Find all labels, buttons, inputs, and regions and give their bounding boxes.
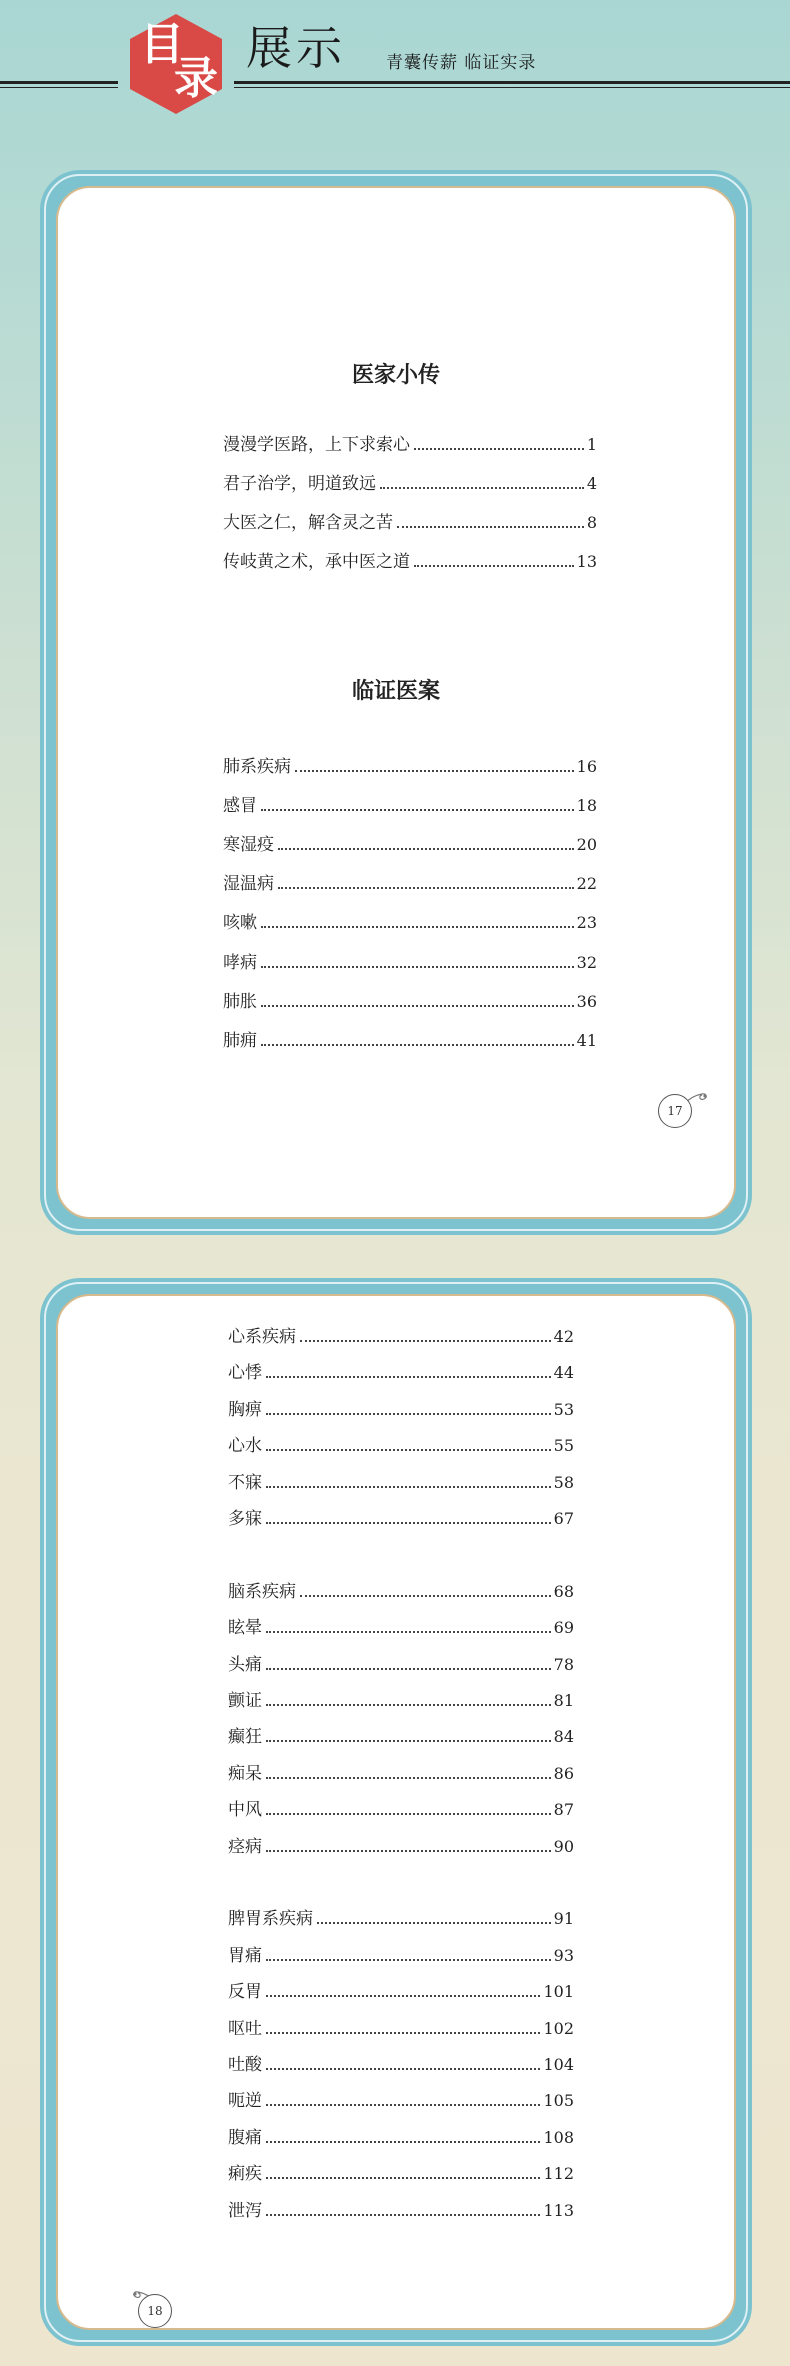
toc-entry-page: 105: [543, 2091, 574, 2111]
toc-entry-page: 93: [553, 1945, 574, 1965]
toc-entry-page: 36: [576, 991, 597, 1011]
dot-leader: [266, 2141, 540, 2143]
toc-entry: [223, 549, 597, 575]
toc-entry: [223, 471, 597, 497]
dot-leader: [278, 848, 574, 850]
toc-entry: [228, 2016, 574, 2042]
header-rule-left: [0, 81, 118, 84]
toc-entry-title: 胸痹: [228, 1399, 262, 1420]
toc-entry: [223, 432, 597, 458]
toc-entry-title: 痢疾: [228, 2164, 262, 2185]
dot-leader: [266, 1740, 551, 1742]
toc-entry-title: 湿温病: [223, 874, 274, 895]
toc-entry-page: 41: [576, 1030, 597, 1050]
dot-leader: [278, 887, 574, 889]
toc-entry: [223, 871, 597, 897]
toc-entry-page: 16: [576, 757, 597, 776]
toc-entry-page: 53: [553, 1399, 574, 1419]
toc-entry-page: 112: [543, 2164, 574, 2184]
header-rule-right-thin: [234, 87, 790, 88]
toc-entry: [228, 1506, 574, 1532]
dot-leader: [266, 1413, 551, 1415]
toc-entry-title: 颤证: [228, 1691, 262, 1711]
toc-entry-title: 痴呆: [228, 1763, 262, 1784]
toc-entry-page: 102: [543, 2018, 574, 2038]
dot-leader: [414, 565, 574, 567]
toc-entry-title: 痉病: [228, 1836, 262, 1857]
toc-entry-page: 22: [576, 874, 597, 894]
toc-entry-page: 78: [553, 1654, 574, 1674]
toc-entry: [228, 1761, 574, 1787]
toc-entry-page: 13: [576, 552, 597, 571]
toc-entry: [223, 1028, 597, 1054]
page-header: [0, 0, 790, 110]
toc-entry: [228, 1797, 574, 1823]
toc-entry-page: 84: [553, 1727, 574, 1747]
toc-entry: [228, 2125, 574, 2151]
toc-entry-title: 心悸: [228, 1363, 262, 1384]
toc-card-1-page: [56, 186, 736, 1219]
dot-leader: [261, 809, 574, 811]
badge-char-1: 目: [140, 19, 184, 70]
dot-leader: [266, 1959, 551, 1961]
toc-entry-title: 呕吐: [228, 2018, 262, 2039]
toc-entry-title: 多寐: [228, 1509, 262, 1529]
toc-entry: [228, 1688, 574, 1714]
toc-entry-title: 头痛: [228, 1654, 262, 1675]
section-title-biography: 医家小传: [351, 362, 440, 388]
toc-entry-title: 哮病: [223, 952, 257, 973]
toc-entry-page: 104: [543, 2055, 574, 2074]
toc-entry-title: 感冒: [223, 796, 257, 817]
toc-entry: [223, 989, 597, 1015]
toc-entry: [223, 754, 597, 780]
section-title-clinical-cases: 临证医案: [351, 678, 440, 704]
toc-entry-page: 4: [586, 474, 597, 493]
toc-entry-title: 腹痛: [228, 2127, 262, 2148]
dot-leader: [261, 1044, 574, 1046]
toc-entry-title: 心系疾病: [228, 1327, 296, 1347]
toc-entry-page: 81: [553, 1691, 574, 1710]
toc-entry-page: 1: [586, 435, 597, 454]
toc-entry-page: 69: [553, 1618, 574, 1638]
dot-leader: [295, 770, 574, 772]
toc-entry-title: 中风: [228, 1800, 262, 1821]
dot-leader: [300, 1340, 551, 1342]
dot-leader: [266, 2032, 540, 2034]
toc-entry: [228, 1943, 574, 1969]
dot-leader: [266, 1486, 551, 1488]
dot-leader: [266, 1376, 551, 1378]
toc-entry-title: 脑系疾病: [228, 1581, 296, 1602]
toc-entry-title: 寒湿疫: [223, 835, 274, 856]
toc-entry: [228, 2198, 574, 2224]
toc-entry-title: 脾胃系疾病: [228, 1909, 313, 1930]
badge-char-2: 录: [174, 53, 218, 104]
header-subtitle: 青囊传薪 临证实录: [386, 53, 537, 73]
header-rule-right: [234, 81, 790, 84]
dot-leader: [261, 926, 574, 928]
dot-leader: [266, 1850, 551, 1852]
toc-entry-title: 肺系疾病: [223, 757, 291, 777]
toc-entry-title: 眩晕: [228, 1618, 262, 1639]
toc-entry-title: 胃痛: [228, 1945, 262, 1966]
toc-entry: [228, 1615, 574, 1641]
toc-entry-page: 86: [553, 1763, 574, 1783]
dot-leader: [266, 1631, 551, 1633]
dot-leader: [266, 1777, 551, 1779]
dot-leader: [380, 487, 584, 489]
dot-leader: [266, 2068, 540, 2070]
toc-entry-page: 101: [543, 1982, 574, 2002]
hexagon-badge-text: [134, 19, 224, 104]
dot-leader: [266, 2104, 540, 2106]
toc-entry: [228, 1579, 574, 1605]
toc-card-2-page: [56, 1294, 736, 2330]
dot-leader: [266, 2177, 540, 2179]
toc-entry-title: 不寐: [228, 1472, 262, 1493]
toc-entry-page: 18: [576, 796, 597, 816]
dot-leader: [266, 1704, 551, 1706]
toc-entry-title: 大医之仁，解含灵之苦: [223, 513, 393, 533]
toc-entry-page: 55: [553, 1436, 574, 1456]
toc-entry: [228, 2052, 574, 2078]
toc-entry-title: 心水: [228, 1436, 262, 1457]
toc-entry-title: 肺痈: [223, 1030, 257, 1051]
toc-entry-title: 反胃: [228, 1982, 262, 2003]
toc-entry-page: 68: [553, 1581, 574, 1601]
toc-entry-page: 91: [553, 1909, 574, 1929]
dot-leader: [317, 1922, 551, 1924]
dot-leader: [266, 1813, 551, 1815]
dot-leader: [300, 1595, 551, 1597]
toc-entry: [228, 1979, 574, 2005]
toc-entry-page: 87: [553, 1800, 574, 1820]
toc-entry: [228, 1906, 574, 1932]
toc-entry-page: 108: [543, 2127, 574, 2147]
toc-entry: [223, 950, 597, 976]
toc-entry-title: 泄泻: [228, 2200, 262, 2221]
page-number-badge: 17: [658, 1094, 692, 1128]
dot-leader: [266, 1995, 540, 1997]
dot-leader: [414, 448, 584, 450]
dot-leader: [261, 1005, 574, 1007]
toc-entry: [228, 1360, 574, 1386]
header-title: 展示: [246, 21, 346, 75]
toc-entry: [223, 510, 597, 536]
header-rule-left-thin: [0, 87, 118, 88]
dot-leader: [397, 526, 584, 528]
toc-entry-page: 23: [576, 913, 597, 933]
toc-entry: [228, 2088, 574, 2114]
toc-entry: [228, 1652, 574, 1678]
dot-leader: [266, 1522, 551, 1524]
toc-entry: [228, 1724, 574, 1750]
toc-entry-title: 吐酸: [228, 2055, 262, 2075]
dot-leader: [261, 966, 574, 968]
toc-entry: [228, 1324, 574, 1350]
toc-entry-title: 君子治学，明道致远: [223, 474, 376, 494]
toc-entry-title: 传岐黄之术，承中医之道: [223, 552, 410, 572]
dot-leader: [266, 1449, 551, 1451]
toc-entry-page: 90: [553, 1836, 574, 1856]
dot-leader: [266, 1668, 551, 1670]
toc-entry-page: 32: [576, 952, 597, 972]
toc-entry-page: 8: [586, 513, 597, 532]
toc-entry: [223, 910, 597, 936]
toc-entry-title: 肺胀: [223, 991, 257, 1012]
toc-entry-page: 58: [553, 1472, 574, 1492]
page-number-badge: 18: [138, 2294, 172, 2328]
toc-entry-page: 113: [543, 2200, 574, 2220]
toc-entry: [228, 1397, 574, 1423]
toc-entry: [228, 2161, 574, 2187]
toc-entry: [228, 1834, 574, 1860]
toc-entry-page: 67: [553, 1509, 574, 1528]
toc-entry-title: 癫狂: [228, 1727, 262, 1748]
dot-leader: [266, 2214, 540, 2216]
toc-entry-title: 呃逆: [228, 2091, 262, 2112]
toc-entry-title: 咳嗽: [223, 913, 257, 934]
toc-entry-page: 20: [576, 835, 597, 855]
toc-entry: [228, 1433, 574, 1459]
toc-entry: [223, 793, 597, 819]
toc-entry-title: 漫漫学医路，上下求索心: [223, 435, 410, 455]
toc-entry: [223, 832, 597, 858]
toc-entry-page: 42: [553, 1327, 574, 1346]
toc-entry: [228, 1470, 574, 1496]
toc-entry-page: 44: [553, 1363, 574, 1383]
